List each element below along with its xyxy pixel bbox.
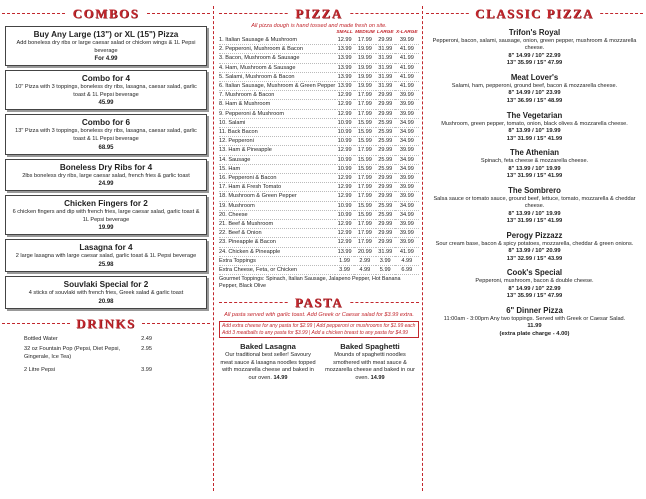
- pizza-price: 15.99: [354, 210, 376, 219]
- pizza-price: 31.99: [376, 247, 395, 256]
- pizza-name: 12. Pepperoni: [219, 137, 335, 146]
- pizza-price: 39.99: [395, 91, 419, 100]
- classic-pizza-item: [426, 148, 643, 181]
- pizza-price: 25.99: [376, 155, 395, 164]
- combo-desc: 13" Pizza with 3 toppings, boneless dry ribs, lasagna, caesar salad, garlic toast & 1L Pepsi beverage: [15, 128, 197, 142]
- pizza-price: 12.99: [335, 220, 354, 229]
- left-column: [2, 0, 210, 499]
- drinks-heading: DRINKS: [2, 315, 210, 331]
- classic-pizza-item: [426, 186, 643, 226]
- combo-card: [5, 26, 207, 66]
- pizza-price: 39.99: [395, 146, 419, 155]
- pizza-price: 10.99: [335, 155, 354, 164]
- pasta-items: [219, 342, 419, 382]
- pizza-price: 12.99: [335, 100, 354, 109]
- size-header: MEDIUM: [355, 30, 375, 35]
- classic-pizza-title: The Vegetarian: [506, 110, 563, 120]
- pizza-price: 17.99: [354, 91, 376, 100]
- pizza-price: 34.99: [395, 210, 419, 219]
- combo-price: 68.95: [98, 144, 114, 151]
- pizza-name: 16. Pepperoni & Bacon: [219, 174, 335, 183]
- pizza-price: 34.99: [395, 155, 419, 164]
- combo-card: [5, 239, 207, 272]
- pasta-price: 14.99: [370, 374, 385, 381]
- pizza-subtitle: All pizza dough is hand tossed and made fresh on site.: [251, 23, 387, 29]
- classic-pizza-title: The Sombrero: [508, 185, 561, 195]
- pizza-name: 19. Mushroom: [219, 201, 335, 210]
- pizza-name: 17. Ham & Fresh Tomato: [219, 183, 335, 192]
- drink-list: [2, 336, 210, 375]
- pizza-row: [219, 63, 419, 72]
- classic-pizza-item: [426, 231, 643, 264]
- pizza-price: 29.99: [376, 100, 395, 109]
- combo-price: 45.99: [98, 100, 114, 107]
- classic-pizza-price: 13" 31.99 / 15" 41.99: [506, 173, 563, 180]
- pizza-price: 25.99: [376, 137, 395, 146]
- pasta-title: Baked Spaghetti: [340, 342, 400, 352]
- classic-pizza-price: 8" 14.99 / 10" 23.99: [508, 90, 561, 97]
- classic-pizza-price: 13" 31.99 / 15" 41.99: [506, 135, 563, 142]
- classic-pizza-title: Trifon's Royal: [508, 28, 561, 37]
- combo-title: Combo for 4: [81, 74, 131, 84]
- pizza-row: [219, 100, 419, 109]
- drink-name: Gingerale, Ice Tea): [24, 353, 72, 360]
- size-header: LARGE: [376, 30, 394, 35]
- pizza-price: 12.99: [335, 238, 354, 247]
- drink-name: 32 oz Fountain Pop (Pepsi, Diet Pepsi,: [24, 346, 121, 353]
- classic-pizza-list: [426, 28, 643, 339]
- pasta-item-lasagna: [219, 342, 317, 382]
- pizza-row: [219, 54, 419, 63]
- drink-row: [2, 367, 210, 375]
- pizza-row: [219, 137, 419, 146]
- combo-card: [5, 70, 207, 110]
- classic-pizza-price: 13" 35.99 / 15" 47.99: [506, 60, 563, 67]
- pizza-name: 10. Salami: [219, 118, 335, 127]
- pizza-price: 31.99: [376, 72, 395, 81]
- size-header: X-LARGE: [396, 30, 418, 35]
- pizza-row: [219, 266, 419, 275]
- pizza-name: 4. Ham, Mushroom & Sausage: [219, 63, 335, 72]
- classic-pizza-desc: Sour cream base, bacon & spicy potatoes, mozzarella, cheddar & green onions.: [435, 240, 634, 247]
- pizza-price: 29.99: [376, 192, 395, 201]
- pizza-price: 17.99: [354, 174, 376, 183]
- pizza-price: 10.99: [335, 164, 354, 173]
- pizza-price: 17.99: [354, 36, 376, 45]
- combo-card: [5, 159, 207, 192]
- classic-pizza-desc: Mushroom, green pepper, tomato, onion, black olives & mozzarella cheese.: [441, 120, 628, 127]
- combo-card: [5, 195, 207, 235]
- pizza-price: 29.99: [376, 109, 395, 118]
- pizza-price: 19.99: [354, 54, 376, 63]
- pizza-name: 22. Beef & Onion: [219, 229, 335, 238]
- combo-desc: 2 large lasagna with large caesar salad, garlic toast & 1L Pepsi beverage: [15, 253, 197, 260]
- drink-row: [2, 336, 210, 344]
- pizza-name: 18. Mushroom & Green Pepper: [219, 192, 335, 201]
- pizza-row: [219, 36, 419, 45]
- pizza-price: 19.99: [354, 45, 376, 54]
- pizza-price: 34.99: [395, 118, 419, 127]
- pizza-price: 29.99: [376, 238, 395, 247]
- pizza-price: 15.99: [354, 128, 376, 137]
- classic-pizza-title: Perogy Pizzazz: [506, 230, 563, 240]
- middle-column: [219, 0, 419, 499]
- classic-pizza-desc: Spinach, feta cheese & mozzarella cheese.: [480, 158, 589, 165]
- pizza-heading: PIZZA: [219, 5, 419, 21]
- pizza-price: 20.99: [354, 247, 376, 256]
- pizza-price: 4.99: [395, 256, 419, 265]
- pizza-price: 2.99: [354, 256, 376, 265]
- size-header: SMALL: [336, 30, 353, 35]
- pizza-row: [219, 82, 419, 91]
- combo-card: [5, 114, 207, 154]
- pasta-desc: Mounds of spaghetti noodles smothered with meat sauce & mozzarella cheese and baked in our oven. 14.99: [325, 352, 415, 381]
- pizza-price: 29.99: [376, 91, 395, 100]
- pizza-price: 13.99: [335, 247, 354, 256]
- pizza-row: [219, 155, 419, 164]
- combo-title: Lasagna for 4: [79, 243, 133, 253]
- pizza-name: 24. Chicken & Pineapple: [219, 247, 335, 256]
- pizza-price: 29.99: [376, 220, 395, 229]
- pizza-name: 15. Ham: [219, 164, 335, 173]
- classic-pizza-desc: 11:00am - 3:00pm Any two toppings. Served with Greek or Caesar Salad.: [443, 315, 626, 322]
- combo-title: Souvlaki Special for 2: [63, 279, 149, 289]
- pizza-row: [219, 201, 419, 210]
- classic-pizza-item: [426, 268, 643, 301]
- pasta-extra-note: Add extra cheese for any pasta for $2.99 | Add pepperoni or mushrooms for $1.99 each: [222, 323, 416, 330]
- classic-pizza-title: The Athenian: [509, 148, 560, 158]
- pizza-name: 2. Pepperoni, Mushroom & Bacon: [219, 45, 335, 54]
- classic-pizza-price: 8" 13.99 / 10" 19.99: [508, 210, 561, 217]
- pizza-price-table: [219, 29, 419, 275]
- pizza-price: 5.99: [376, 266, 395, 275]
- pizza-row: [219, 72, 419, 81]
- pizza-price: 17.99: [354, 109, 376, 118]
- pizza-row: [219, 109, 419, 118]
- pizza-name: Extra Toppings: [219, 256, 335, 265]
- combo-desc: 2lbs boneless dry ribs, large caesar salad, french fries & garlic toast: [22, 172, 190, 179]
- pizza-row: [219, 183, 419, 192]
- pizza-row: [219, 192, 419, 201]
- combo-price: 24.99: [98, 181, 114, 188]
- pasta-extras-box: [219, 321, 419, 338]
- pizza-price: 17.99: [354, 183, 376, 192]
- pizza-price: 17.99: [354, 220, 376, 229]
- pizza-price: 25.99: [376, 128, 395, 137]
- pizza-row: [219, 247, 419, 256]
- pizza-price: 4.99: [354, 266, 376, 275]
- pizza-price: 34.99: [395, 164, 419, 173]
- classic-pizza-desc: Pepperoni, bacon, salami, sausage, onion, green pepper, mushroom & mozzarella cheese.: [432, 38, 637, 52]
- classic-pizza-price: 8" 13.99 / 10" 20.99: [508, 248, 561, 255]
- pizza-price: 34.99: [395, 128, 419, 137]
- combo-price: For 4.99: [94, 56, 118, 63]
- combo-desc: Add boneless dry ribs or large caesar salad or chicken wings & 1L Pepsi beverage: [16, 40, 196, 54]
- pizza-price: 3.99: [376, 256, 395, 265]
- pizza-price: 17.99: [354, 100, 376, 109]
- pizza-price: 17.99: [354, 238, 376, 247]
- classic-pizza-heading: CLASSIC PIZZA: [426, 5, 643, 21]
- pizza-row: [219, 118, 419, 127]
- pizza-price: 19.99: [354, 63, 376, 72]
- pizza-price: 13.99: [335, 63, 354, 72]
- pasta-price: 14.99: [273, 374, 288, 381]
- pizza-row: [219, 220, 419, 229]
- combo-price: 20.98: [98, 298, 114, 305]
- pizza-price: 10.99: [335, 118, 354, 127]
- drink-price: 3.99: [141, 367, 152, 374]
- classic-pizza-desc: Pepperoni, mushroom, bacon & double cheese.: [475, 278, 594, 285]
- pizza-price: 12.99: [335, 183, 354, 192]
- pizza-name: 21. Beef & Mushroom: [219, 220, 335, 229]
- pizza-price: 12.99: [335, 36, 354, 45]
- pizza-price: 12.99: [335, 91, 354, 100]
- pizza-price: 39.99: [395, 192, 419, 201]
- pizza-price: 13.99: [335, 72, 354, 81]
- drink-row: [2, 354, 210, 362]
- pizza-price: 39.99: [395, 220, 419, 229]
- pizza-price: 17.99: [354, 146, 376, 155]
- classic-pizza-price: 8" 14.99 / 10" 22.99: [508, 52, 561, 59]
- pizza-price: 41.99: [395, 54, 419, 63]
- drink-price: 2.49: [141, 335, 152, 342]
- pizza-row: [219, 146, 419, 155]
- pizza-price: 12.99: [335, 229, 354, 238]
- pizza-price: 12.99: [335, 192, 354, 201]
- pizza-price: 29.99: [376, 146, 395, 155]
- pizza-price: 15.99: [354, 155, 376, 164]
- pizza-price: 39.99: [395, 229, 419, 238]
- classic-pizza-title: Cook's Special: [506, 268, 563, 278]
- pizza-price: 10.99: [335, 128, 354, 137]
- pizza-price: 13.99: [335, 45, 354, 54]
- pizza-price: 17.99: [354, 229, 376, 238]
- classic-pizza-title: Meat Lover's: [510, 73, 559, 82]
- pizza-row: [219, 91, 419, 100]
- classic-pizza-price: 13" 32.99 / 15" 43.99: [506, 255, 563, 262]
- classic-pizza-price: 11.99: [527, 323, 542, 330]
- combo-desc: 10" Pizza with 3 toppings, boneless dry ribs, lasagna, caesar salad, garlic toast & 1L Pepsi beverage: [15, 84, 197, 98]
- pizza-row: [219, 164, 419, 173]
- drink-name: Bottled Water: [24, 335, 58, 342]
- pasta-desc: Our traditional best seller! Savoury meat sauce & lasagna noodles topped with mozzarella cheese and baked in our oven. 14.99: [220, 352, 316, 381]
- pizza-price: 39.99: [395, 100, 419, 109]
- pizza-name: 23. Pineapple & Bacon: [219, 238, 335, 247]
- classic-pizza-price: 8" 14.99 / 10" 22.99: [508, 285, 561, 292]
- pizza-row: [219, 210, 419, 219]
- combo-price: 25.98: [98, 261, 114, 268]
- pizza-price: 41.99: [395, 45, 419, 54]
- pizza-name: 1. Italian Sausage & Mushroom: [219, 36, 335, 45]
- classic-pizza-price: 13" 35.99 / 15" 47.99: [506, 293, 563, 300]
- pizza-price: 41.99: [395, 63, 419, 72]
- classic-pizza-price: (extra plate charge - 4.00): [499, 330, 570, 337]
- pizza-name: 6. Italian Sausage, Mushroom & Green Pepper: [219, 83, 336, 90]
- classic-pizza-title: 6" Dinner Pizza: [506, 305, 563, 315]
- combo-price: 19.99: [98, 225, 114, 232]
- pizza-price: 29.99: [376, 36, 395, 45]
- pizza-price: 15.99: [354, 118, 376, 127]
- pizza-price: 39.99: [395, 174, 419, 183]
- pizza-price: 19.99: [354, 82, 376, 91]
- pizza-name: 14. Sausage: [219, 155, 335, 164]
- pizza-price: 10.99: [335, 137, 354, 146]
- combo-list: [2, 26, 210, 309]
- pizza-price: 25.99: [376, 118, 395, 127]
- pizza-price: 25.99: [376, 201, 395, 210]
- pizza-price: 17.99: [354, 192, 376, 201]
- pizza-price: 15.99: [354, 164, 376, 173]
- pizza-name: 9. Pepperoni & Mushroom: [219, 109, 335, 118]
- pizza-name: 3. Bacon, Mushroom & Sausage: [219, 54, 335, 63]
- pizza-price: 12.99: [335, 146, 354, 155]
- pizza-name: 7. Mushroom & Bacon: [219, 91, 335, 100]
- combo-desc: 6 chicken fingers and dip with french fries, large caesar salad, garlic toast & 1L Pepsi beverage: [12, 209, 200, 223]
- pizza-price: 41.99: [395, 82, 419, 91]
- pizza-price: 13.99: [335, 82, 354, 91]
- combo-title: Boneless Dry Ribs for 4: [59, 162, 153, 172]
- drink-name: 2 Litre Pepsi: [24, 367, 56, 374]
- pizza-row: [219, 238, 419, 247]
- combo-desc: 4 sticks of souvlaki with french fries, Greek salad & garlic toast: [28, 289, 184, 296]
- combo-title: Buy Any Large (13") or XL (15") Pizza: [33, 30, 179, 39]
- drink-price: 2.95: [141, 346, 152, 353]
- pizza-row: [219, 45, 419, 54]
- column-divider: [213, 6, 214, 491]
- classic-pizza-desc: Salami, ham, pepperoni, ground beef, bacon & mozzarella cheese.: [451, 83, 618, 89]
- pizza-row: [219, 128, 419, 137]
- combos-heading: COMBOS: [2, 5, 210, 21]
- pizza-price: 41.99: [395, 247, 419, 256]
- pizza-row: [219, 256, 419, 265]
- pizza-price: 39.99: [395, 109, 419, 118]
- pizza-price: 31.99: [376, 82, 395, 91]
- pizza-price: 29.99: [376, 183, 395, 192]
- pizza-price: 6.99: [395, 266, 419, 275]
- pizza-price: 15.99: [354, 201, 376, 210]
- pizza-price: 39.99: [395, 238, 419, 247]
- pizza-name: 5. Salami, Mushroom & Bacon: [219, 72, 335, 81]
- pizza-price: 15.99: [354, 137, 376, 146]
- pizza-price: 19.99: [354, 72, 376, 81]
- pizza-price: 31.99: [376, 63, 395, 72]
- pizza-price: 39.99: [395, 183, 419, 192]
- classic-pizza-desc: Salsa sauce or tomato sauce, ground beef, lettuce, tomato, mozzarella & cheddar cheese.: [433, 195, 636, 210]
- classic-pizza-price: 8" 13.99 / 10" 19.99: [508, 165, 561, 172]
- classic-pizza-item: [426, 73, 643, 106]
- pizza-row: [219, 174, 419, 183]
- combo-card: [5, 276, 207, 309]
- classic-pizza-price: 8" 13.99 / 10" 19.99: [508, 128, 561, 134]
- drink-row: [2, 346, 210, 354]
- pizza-price: 34.99: [395, 137, 419, 146]
- classic-pizza-item: [426, 306, 643, 339]
- pizza-price: 12.99: [335, 174, 354, 183]
- pizza-price: 41.99: [395, 72, 419, 81]
- pizza-price: 34.99: [395, 201, 419, 210]
- pizza-price: 3.99: [335, 266, 354, 275]
- pasta-title: Baked Lasagna: [240, 342, 296, 352]
- pizza-price: 29.99: [376, 174, 395, 183]
- gourmet-toppings: Gourmet Toppings: Spinach, Italian Sausage, Jalapeno Pepper, Hot Banana Pepper, Black Olive: [219, 276, 401, 290]
- pizza-price: 29.99: [376, 229, 395, 238]
- pizza-name: 8. Ham & Mushroom: [219, 100, 335, 109]
- combo-title: Chicken Fingers for 2: [64, 199, 148, 209]
- pizza-price: 31.99: [376, 54, 395, 63]
- classic-pizza-item: [426, 111, 643, 144]
- pizza-price: 12.99: [335, 109, 354, 118]
- pasta-subtitle: All pasta served with garlic toast. Add Greek or Caesar salad for $3.99 extra.: [224, 312, 414, 319]
- classic-pizza-price: 13" 36.99 / 15" 48.99: [506, 98, 563, 104]
- pizza-price: 10.99: [335, 201, 354, 210]
- pasta-heading: PASTA: [219, 294, 419, 310]
- pizza-name: 13. Ham & Pineapple: [219, 146, 335, 155]
- classic-pizza-item: [426, 28, 643, 68]
- pizza-name: 20. Cheese: [219, 210, 335, 219]
- right-column: [426, 0, 643, 499]
- column-divider: [422, 6, 423, 491]
- pasta-item-spaghetti: [321, 342, 419, 382]
- pizza-row: [219, 229, 419, 238]
- pizza-price: 25.99: [376, 164, 395, 173]
- pizza-price: 39.99: [395, 36, 419, 45]
- combo-title: Combo for 6: [81, 118, 131, 128]
- pizza-name: 11. Back Bacon: [219, 128, 335, 137]
- pizza-price: 31.99: [376, 45, 395, 54]
- classic-pizza-price: 13" 31.99 / 15" 41.99: [506, 218, 563, 225]
- pasta-extra-note: Add 3 meatballs to any pasta for $3.99 | Add a chicken breast to any pasta for $4.99: [222, 329, 408, 336]
- pizza-price: 25.99: [376, 210, 395, 219]
- pizza-name: Extra Cheese, Feta, or Chicken: [219, 266, 335, 275]
- pizza-price: 1.99: [335, 256, 354, 265]
- pizza-price: 13.99: [335, 54, 354, 63]
- pizza-price: 10.99: [335, 210, 354, 219]
